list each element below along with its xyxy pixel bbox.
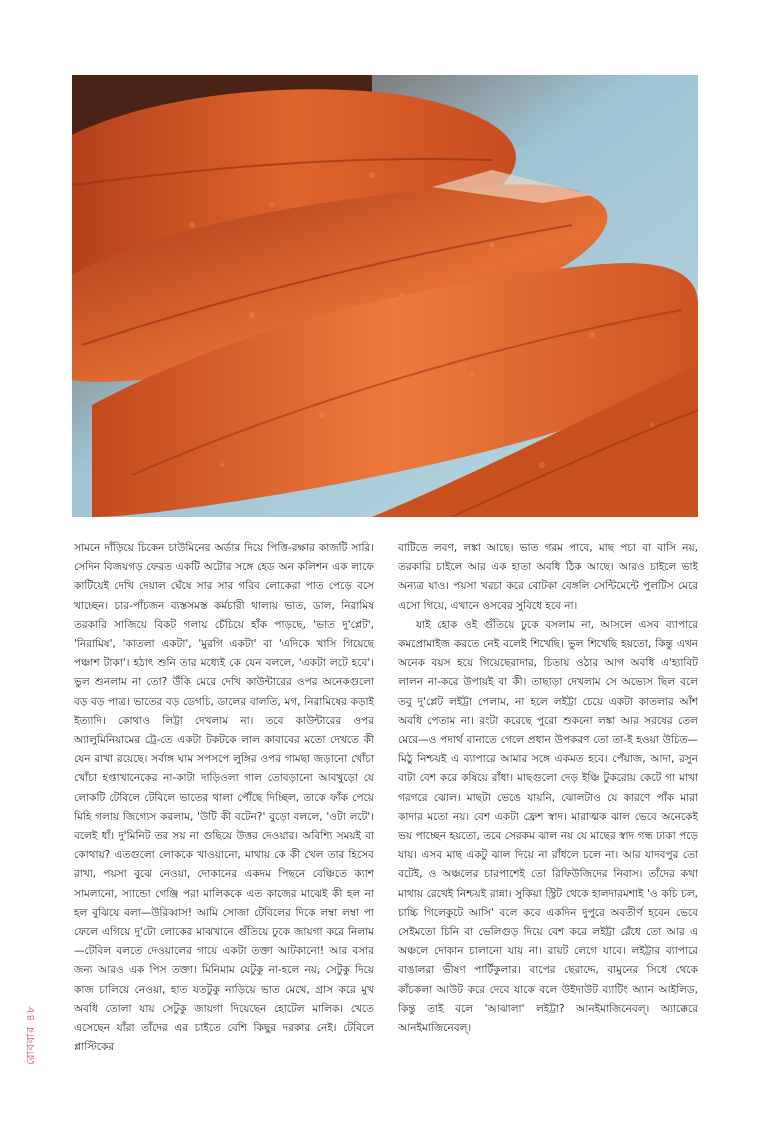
marinated-fish-fillets-image: [72, 75, 698, 517]
marinated-fish-fillets-photo: [72, 75, 698, 517]
article-paragraph: যাই হোক ওই গুঁতিয়ে ঢুকে বসলাম না, আসলে এসব ব্যাপারে কমপ্রোমাইজ করতে নেই বলেই শিখেছি। ভুল শিখেছি হয়তো, কিন্তু এখন অনেক বয়স হয়ে গিয়েছেরাদার, চিতায় ওঠার আগ অবধি এ'হ্যাবিট লালন না-করে উপায়ই বা কী। তাছাড়া দেখলাম সে অভ্যেস ছিল বলে তবু দু'প্লেট লইট্টা পেলাম, না হলে লইট্টা চেয়ে একটা কাতলার আঁশ অবধি পেতাম না। রংটা করেছে পুরো শুকনো লঙ্কা আর সরষের তেল মেরে—ও পদার্থ বানাতে গেলে প্রধান উপকরণ তো তা-ই হওয়া উচিত—মিঠু নিশ্চয়ই এ ব্যাপারে আমার সঙ্গে একমত হবে। পেঁয়াজ, আদা, রসুন বাটা বেশ করে কষিয়ে রাঁধা। মাছগুলো দেড় ইঞ্চি টুকরোয় কেটে গা মাখা গরগরে ঝোল। মাছটা ভেঙে যায়নি, ঝোলটাও যে কারণে পাঁক মারা কাদার মতো নয়। বেশ একটা ফ্রেশ স্বাদ। মারাত্মক ঝাল ভেবে অনেকেই ভয় পাচ্ছেন হয়তো, তবে সেরকম ঝাল নয় যে মাছের স্বাদ গন্ধ ঢাকা পড়ে যায়। এসব মাছ একটু ঝাল দিয়ে না রাঁধলে চলে না। আর যাদবপুর তো বটেই, ও অঞ্চলের চারপাশেই তো রিফিউজিদের নিবাস। তাঁদের কথা মাথায় রেখেই নিশ্চয়ই রান্না। সুকিয়া স্ট্রিট থেকে হালদারমশাই 'ও কচি চল, চাচ্চি গিলেকুটে আসি' বলে কবে একদিন দুপুরে অবতীর্ণ হবেন ভেবে সেইমতো চিনি বা ভেলিগুড় দিয়ে বেশ করে লইট্টা রেঁধে তো আর এ অঞ্চলে দোকান চালানো যায় না। রায়ট লেগে যাবে। লইট্টার ব্যাপারে বাঙালরা ভীষণ পার্টিকুলার। বাপের ছেরাদ্দে, বামুনের সিধে থেকে কাঁচকলা আউট করে দেবে যাকে বলে উইদাউট ব্যাটিং অ্যান আইলিড, কিন্তু তাই বলে 'আঝালা' লইট্টা? আনইমাজিনেবল্‌। অ্যাক্কেরে আনইমাজিনেবল্‌।: [398, 618, 698, 1035]
page-folio: [20, 985, 40, 1065]
article-column-left: [74, 539, 374, 1059]
article-paragraph: সামনে দাঁড়িয়ে চিকেন চাউমিনের অর্ডার দিয়ে পিত্তি-রক্ষার কাজটি সারি। সেদিন বিজয়গড় ফেরত একটি অটোর সঙ্গে হেড অন কলিশন এক লাফে কাটিয়েই দেখি দেয়াল ঘেঁষে সার সার গরিব লোকেরা পাত পেড়ে বসে খাচ্ছেন। চার-পাঁচজন ব্যস্তসমস্ত কর্মচারী থালায় ভাত, ডাল, নিরামিষ তরকারি সাজিয়ে বিকট গলায় চেঁচিয়ে হাঁক পাড়ছে, 'ভাত দু'প্লেট', 'নিরামিষ', 'কাতলা একটা', 'মুরগি একটা' বা 'এদিকে খাসি গিয়েছে পঞ্চাশ টাকা'। হঠাৎ শুনি তার মধ্যেই কে যেন বললে, 'একটা লটে হবে'। ভুল শুনলাম না তো? উঁকি মেরে দেখি কাউন্টারের ওপর অনেকগুলো বড় বড় পাত্র। ভাতের বড় ডেগচি, ডালের বালতি, মগ, নিরামিষের কড়াই ইত্যাদি। কোথাও লিট্টা দেখলাম না। তবে কাউন্টারের ওপর অ্যালুমিনিয়ামের ট্রে-তে একটা টকটকে লাল কাবাবের মতো দেখতে কী যেন রাখা রয়েছে। সর্বাঙ্গ ঘাম সপসপে লুঙ্গির ওপর গামছা জড়ানো খোঁচা খোঁচা হপ্তাখানেকের না-কাটা দাড়িওলা গাল তোবড়ানো আবখুড়ো যে লোকটি টেবিলে টেবিলে ভাতের থালা পৌঁছে দিচ্ছিল, তাকে ফাঁক পেয়ে মিহি গলায় জিগ্যেস করলাম, 'উটি কী বটেন?' বুড়ো বললে, 'ওটা লটে'। বলেই ধাঁ। দু'মিনিট তর সয় না গুছিয়ে উত্তর দেওয়ার। অবিশ্যি সময়ই বা কোথায়? এতগুলো লোককে খাওয়ানো, মাথায় কে কী খেল তার হিসেব রাখা, পয়সা বুঝে নেওয়া, দোকানের একদম পিছনে বেঞ্চিতে ক্যাশ সামলানো, স্যান্ডো গেঞ্জি পরা মালিককে এত কাজের মাঝেই কী হল না হল বুঝিয়ে বলা—উরিব্বাস! আমি সোজা টেবিলের দিকে লম্বা লম্বা পা ফেলে এগিয়ে দু'টো লোকের মাঝখানে গুঁতিয়ে ঢুকে জায়গা করে নিলাম—টেবিল বলতে দেওয়ালের গায়ে একটা তক্তা আটকানো! আর বসার জন্য আরও এক পিস তক্তা। মিনিমাম যেটুকু না-হলে নয়, সেটুকু দিয়ে কাজ চালিয়ে নেওয়া, হাত যতটুকু নাড়িয়ে ভাত মেখে, গ্রাস করে মুখ অবধি তোলা যায় সেটুকু জায়গা দিয়েছেন হোটেল মালিক। খেতে এসেছেন যাঁরা তাঁদের এর চাইতে বেশি কিছুর দরকার নেই। টেবিলে প্লাস্টিকের: [74, 542, 374, 1054]
folio-text: রোববার ৪৮: [24, 1005, 37, 1065]
article-paragraph: বাটিতে লবণ, লঙ্কা আছে। ভাত গরম পাবে, মাছ পচা বা বাসি নয়, তরকারি চাইলে আর এক হাতা অবধি ঠিক আছে। আরও চাইলে ভাই অন্যত্র যাও। পয়সা খরচা করে বোটকা বেঙ্গলি সেন্টিমেন্টে পুলটিস মেরে এসো গিয়ে, এখানে ওসবের সুবিধে হবে না।: [398, 542, 698, 612]
article-column-right: [398, 539, 698, 1059]
